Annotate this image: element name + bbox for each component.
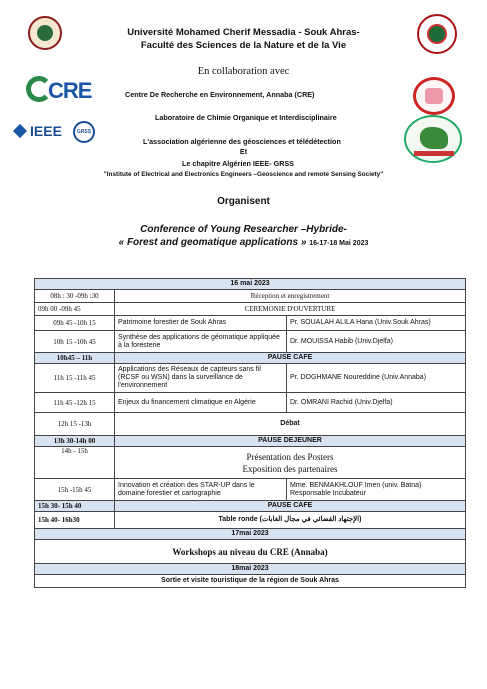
table-row (35, 529, 466, 540)
table-row (35, 447, 466, 479)
speaker-cell: Dr. OMRANI Rachid (Univ.Djelfa) (287, 393, 466, 413)
day-header: 17mai 2023 (35, 529, 466, 540)
grss-logo-text: GRSS (73, 121, 95, 143)
conference-title-line2 (0, 236, 487, 250)
university-name: Université Mohamed Cherif Messadia - Souk Ahras- (127, 27, 360, 38)
partner-lab: Laboratoire de Chimie Organique et Interdisciplinaire (155, 113, 337, 122)
time-cell: 08h : 30 -09h :30 (35, 290, 115, 303)
table-row (35, 479, 466, 501)
table-row (35, 364, 466, 393)
table-row (35, 501, 466, 512)
table-row (35, 540, 466, 564)
speaker-cell: Pr. DOGHMANE Noureddine (Univ.Annaba) (287, 364, 466, 393)
exhibition-label: Exposition des partenaires (242, 463, 338, 474)
table-row (35, 279, 466, 290)
event-cell: PAUSE CAFE (115, 501, 466, 512)
header-university-block (0, 26, 487, 52)
time-cell: 11h 45 -12h 15 (35, 393, 115, 413)
ieee-diamond-icon (13, 124, 27, 138)
table-row (35, 303, 466, 316)
laboratory-logo (409, 77, 459, 117)
event-cell: Débat (115, 413, 466, 436)
partner-ieee-chapter: Le chapitre Algérien IEEE- GRSS (182, 159, 294, 168)
collaboration-intro: En collaboration avec (197, 66, 290, 77)
partner-and: Et (239, 147, 248, 156)
topic-cell: Enjeux du financement climatique en Algérie (115, 393, 287, 413)
table-row (35, 512, 466, 529)
organisent-label: Organisent (217, 196, 270, 207)
event-cell: PAUSE DEJEUNER (115, 436, 466, 447)
time-cell: 09h 00 -09h 45 (35, 303, 115, 316)
event-cell: Workshops au niveau du CRE (Annaba) (35, 540, 466, 564)
table-row (35, 290, 466, 303)
table-row (35, 436, 466, 447)
partner-cre: Centre De Recherche en Environnement, Annaba (CRE) (125, 90, 315, 99)
time-cell: 15h 40- 16h30 (35, 512, 115, 529)
event-cell: Sortie et visite touristique de la région de Souk Ahras (35, 575, 466, 588)
conference-title-line1: Conference of Young Researcher –Hybride- (140, 224, 347, 235)
time-cell: 15h -15h 45 (35, 479, 115, 501)
day-header: 16 mai 2023 (35, 279, 466, 290)
program-table (34, 278, 466, 588)
time-cell: 10h45 – 11h (35, 353, 115, 364)
table-row (35, 393, 466, 413)
table-row (35, 316, 466, 331)
cre-logo-text: CRE (48, 78, 92, 103)
time-cell: 10h 15 -10h 45 (35, 331, 115, 353)
time-cell: 11h 15 -11h 45 (35, 364, 115, 393)
table-row (35, 575, 466, 588)
ieee-grss-logo (15, 123, 95, 141)
posters-label: Présentation des Posters (246, 451, 334, 462)
topic-cell: Applications des Réseaux de capteurs sans fil (RCSF ou WSN) dans la surveillance de l'environnement (115, 364, 287, 393)
ieee-logo-text: IEEE (30, 123, 62, 139)
partner-association: L'association algérienne des géosciences et télédétection (143, 137, 341, 146)
event-cell: PAUSE CAFE (115, 353, 466, 364)
event-cell: Table ronde (الإجتهاد القضائي في مجال الغابات) (115, 512, 466, 529)
day-header: 18mai 2023 (35, 564, 466, 575)
topic-cell: Innovation et création des STAR-UP dans le domaine forestier et cartographie (115, 479, 287, 501)
conference-title (0, 223, 487, 250)
conference-dates: 16-17-18 Mai 2023 (309, 240, 369, 247)
time-cell: 14h - 15h (35, 447, 115, 479)
time-cell: 12h 15 -13h (35, 413, 115, 436)
event-cell: CEREMONIE D'OUVERTURE (115, 303, 466, 316)
time-cell: 15h 30- 15h 40 (35, 501, 115, 512)
table-row (35, 413, 466, 436)
speaker-cell: Pr. SOUALAH ALILA Hana (Univ.Souk Ahras) (287, 316, 466, 331)
cre-logo (26, 76, 92, 106)
table-row (35, 353, 466, 364)
speaker-cell: Mme. BENMAKHLOUF Imen (univ. Batna) Responsable Incubateur (287, 479, 466, 501)
event-cell (115, 447, 466, 479)
speaker-cell: Dr. MOUISSA Habib (Univ.Djelfa) (287, 331, 466, 353)
faculty-name: Faculté des Sciences de la Nature et de la Vie (140, 40, 347, 51)
event-cell: Réception et enregistrement (115, 290, 466, 303)
partner-ieee-full: "Institute of Electrical and Electronics Engineers –Geoscience and remote Sensing Society" (103, 171, 384, 178)
conference-theme: « Forest and geomatique applications » (118, 237, 307, 248)
topic-cell: Patrimoine forestier de Souk Ahras (115, 316, 287, 331)
table-row (35, 564, 466, 575)
time-cell: 09h 45 -10h 15 (35, 316, 115, 331)
topic-cell: Synthèse des applications de géomatique appliquée à la foresterie (115, 331, 287, 353)
table-row (35, 331, 466, 353)
time-cell: 13h 30-14h 00 (35, 436, 115, 447)
